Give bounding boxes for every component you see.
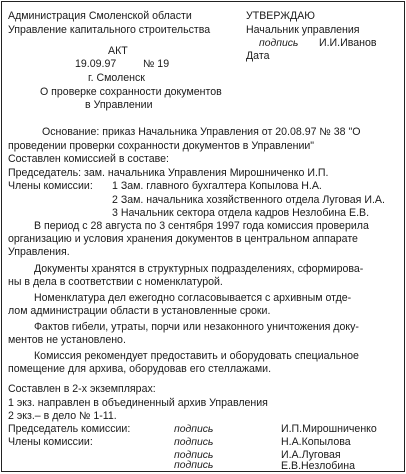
approve-signature: подпись	[259, 38, 299, 49]
commission-member: 1 Зам. главного бухгалтера Копылова Н.А.	[112, 180, 322, 192]
paragraph-5-line: Комиссия рекомендует предоставить и оборудовать специальное	[34, 350, 359, 362]
commission-chair: Председатель: зам. начальника Управления Мирошниченко И.П.	[8, 167, 329, 179]
copy-1: 1 экз. направлен в объединенный архив Управления	[8, 397, 268, 409]
signature-mark: подпись	[174, 424, 214, 435]
basis-line2: проведении проверки сохранности документов в Управлении"	[8, 140, 315, 152]
commission-members-label: Члены комиссии:	[8, 180, 93, 192]
paragraph-2-line: Документы хранятся в структурных подразделениях, сформирова-	[34, 263, 364, 275]
copies-intro: Составлен в 2-х экземплярах:	[8, 383, 156, 395]
signature-mark: подпись	[174, 437, 214, 448]
approve-title: УТВЕРЖДАЮ	[246, 10, 316, 22]
department-name: Управление капитального строительства	[8, 24, 211, 36]
approve-name: И.И.Иванов	[319, 37, 377, 49]
act-number: № 19	[143, 58, 170, 70]
paragraph-5-line: помещение для архива, оборудовав его стеллажами.	[8, 363, 272, 375]
paragraph-1-line: организацию и условия хранения документов в центральном аппарате	[8, 233, 358, 245]
paragraph-4-line: Фактов гибели, утраты, порчи или незаконного уничтожения доку-	[34, 321, 359, 333]
paragraph-1-line: Управления.	[8, 246, 70, 258]
signature-mark: подпись	[174, 460, 214, 471]
copy-2: 2 экз.– в дело № 1-11.	[8, 410, 117, 422]
signature-chair-label: Председатель комиссии:	[8, 423, 131, 435]
signer-name: Е.В.Незлобина	[281, 460, 355, 472]
commission-member: 3 Начальник сектора отдела кадров Незлобина Е.В.	[112, 207, 370, 219]
commission-member: 2 Зам. начальника хозяйственного отдела Луговая И.А.	[112, 194, 385, 206]
commission-intro: Составлен комиссией в составе:	[8, 153, 169, 165]
paragraph-1-line: В период с 28 августа по 3 сентября 1997 года комиссия проверила	[34, 220, 369, 232]
approve-position: Начальник управления	[246, 24, 360, 36]
paragraph-3-line: Номенклатура дел ежегодно согласовывается с архивным отде-	[34, 292, 352, 304]
signer-name: И.П.Мирошниченко	[281, 423, 377, 435]
paragraph-2-line: ны в дела в соответствии с номенклатурой.	[8, 276, 223, 288]
basis-line1: Основание: приказ Начальника Управления от 20.08.97 № 38 "О	[42, 126, 361, 138]
org-name: Администрация Смоленской области	[8, 10, 192, 22]
act-subject-line2: в Управлении	[85, 99, 153, 111]
signer-name: И.А.Луговая	[281, 449, 341, 461]
signature-mark: подпись	[174, 450, 214, 461]
approve-date-label: Дата	[246, 50, 270, 62]
document-page	[1, 1, 405, 472]
act-date: 19.09.97	[75, 58, 117, 70]
act-subject-line1: О проверке сохранности документов	[40, 86, 222, 98]
paragraph-3-line: лом администрации области в установленные сроки.	[8, 305, 271, 317]
paragraph-4-line: ментов не установлено.	[8, 334, 126, 346]
signature-members-label: Члены комиссии:	[8, 436, 93, 448]
act-city: г. Смоленск	[88, 72, 145, 84]
act-type: АКТ	[108, 45, 128, 57]
signer-name: Н.А.Копылова	[281, 436, 351, 448]
